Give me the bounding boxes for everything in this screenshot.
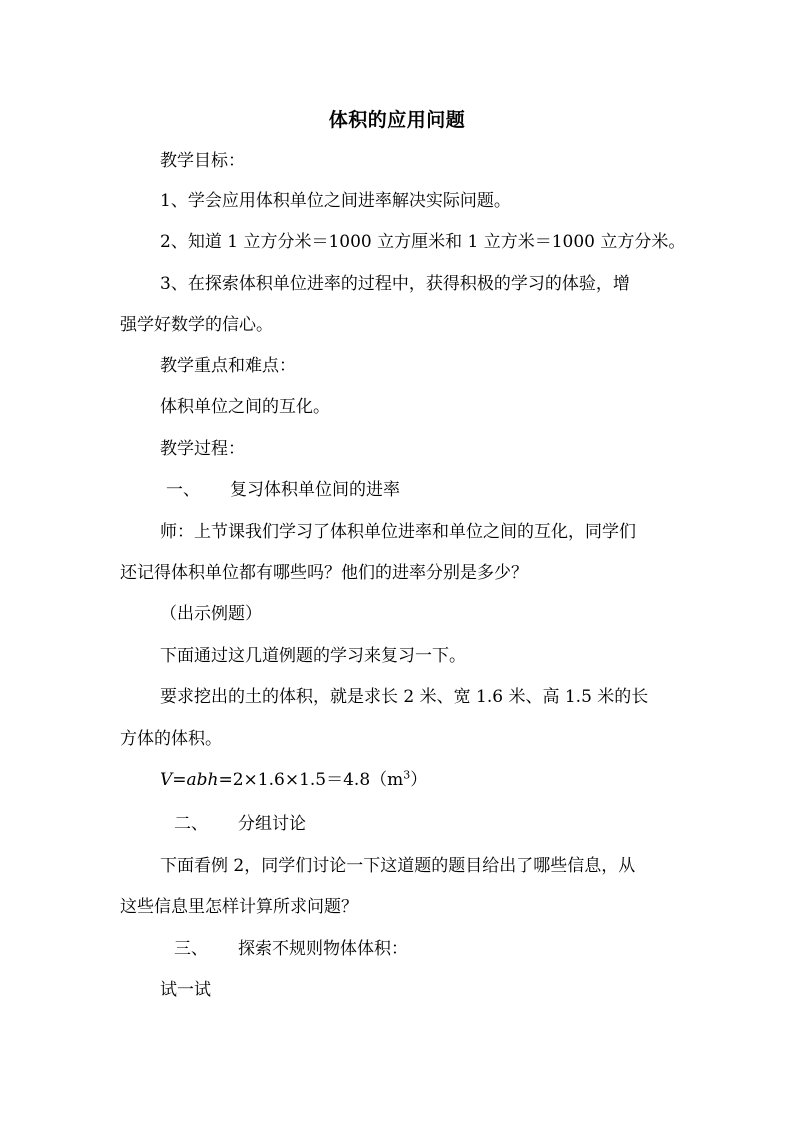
section-heading-2 <box>174 813 306 835</box>
example2-line-2: 这些信息里怎样计算所求问题？ <box>120 897 358 917</box>
focus-heading: 教学重点和难点： <box>160 356 296 376</box>
section-title: 分组讨论 <box>238 814 306 834</box>
formula-equals: = <box>172 770 187 790</box>
show-example-note: （出示例题） <box>160 604 262 624</box>
compute-line-2: 方体的体积。 <box>120 729 222 749</box>
volume-formula <box>160 769 427 791</box>
teacher-line-1: 师：上节课我们学习了体积单位进率和单位之间的互化，同学们 <box>160 522 636 542</box>
goal-item-1: 1、学会应用体积单位之间进率解决实际问题。 <box>160 191 511 211</box>
review-line: 下面通过这几道例题的学习来复习一下。 <box>160 646 466 666</box>
teacher-line-2: 还记得体积单位都有哪些吗？他们的进率分别是多少？ <box>120 563 528 583</box>
section-number: 三、 <box>174 939 208 959</box>
section-title: 复习体积单位间的进率 <box>230 480 400 500</box>
document-title: 体积的应用问题 <box>328 109 466 131</box>
example2-line-1: 下面看例 2，同学们讨论一下这道题的题目给出了哪些信息，从 <box>160 856 636 876</box>
goal-item-3-line-1: 3、在探索体积单位进率的过程中，获得积极的学习的体验，增 <box>160 274 630 294</box>
goals-heading: 教学目标： <box>160 151 245 171</box>
section-heading-1 <box>166 479 400 501</box>
formula-exponent: 3 <box>403 768 411 782</box>
section-number: 二、 <box>174 814 208 834</box>
goal-item-2: 2、知道 1 立方分米＝1000 立方厘米和 1 立方米＝1000 立方分米。 <box>160 232 686 252</box>
focus-text: 体积单位之间的互化。 <box>160 397 330 417</box>
section-title: 探索不规则物体体积： <box>238 939 408 959</box>
section-number: 一、 <box>166 480 200 500</box>
compute-line-1: 要求挖出的土的体积，就是求长 2 米、宽 1.6 米、高 1.5 米的长 <box>160 687 649 707</box>
formula-variable-v: V <box>160 770 173 790</box>
try-it-line: 试一试 <box>160 980 211 1000</box>
section-heading-3 <box>174 938 408 960</box>
formula-calculation: =2×1.6×1.5＝4.8（m <box>218 770 404 790</box>
goal-item-3-line-2: 强学好数学的信心。 <box>120 315 273 335</box>
process-heading: 教学过程： <box>160 439 245 459</box>
formula-close-paren: ） <box>410 770 428 790</box>
formula-abh: abh <box>186 770 219 790</box>
